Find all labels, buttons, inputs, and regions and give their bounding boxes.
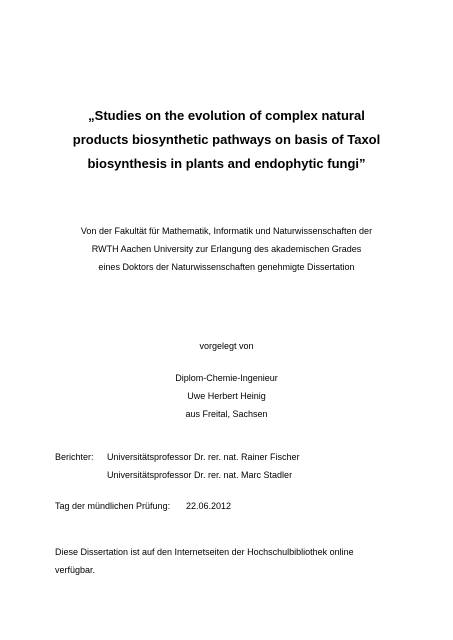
title-line-3: biosynthesis in plants and endophytic fungi” [87, 156, 366, 171]
reviewer-first: Universitätsprofessor Dr. rer. nat. Rainer Fischer [107, 452, 300, 462]
online-availability-notice [55, 543, 395, 579]
faculty-statement [0, 222, 453, 276]
faculty-line-2: RWTH Aachen University zur Erlangung des akademischen Grades [91, 244, 362, 254]
oral-exam-date: 22.06.2012 [186, 501, 232, 511]
reviewers-label: Berichter: [55, 452, 94, 462]
submitted-by-label: vorgelegt von [199, 341, 254, 351]
title-line-2: products biosynthetic pathways on basis of Taxol [72, 132, 381, 147]
notice-line-2: verfügbar. [55, 565, 96, 575]
reviewer-second: Universitätsprofessor Dr. rer. nat. Marc Stadler [107, 470, 293, 480]
dissertation-title [0, 104, 453, 176]
faculty-line-1: Von der Fakultät für Mathematik, Informatik und Naturwissenschaften der [80, 226, 373, 236]
author-origin: aus Freital, Sachsen [185, 409, 268, 419]
oral-exam-row [55, 497, 232, 515]
oral-exam-label: Tag der mündlichen Prüfung: [55, 501, 171, 511]
faculty-line-3: eines Doktors der Naturwissenschaften genehmigte Dissertation [98, 262, 355, 272]
author-block [0, 369, 453, 423]
title-line-1: „Studies on the evolution of complex natural [88, 108, 365, 123]
author-degree: Diplom-Chemie-Ingenieur [175, 373, 278, 383]
author-name: Uwe Herbert Heinig [187, 391, 266, 401]
notice-line-1: Diese Dissertation ist auf den Internetseiten der Hochschulbibliothek online [55, 547, 354, 557]
